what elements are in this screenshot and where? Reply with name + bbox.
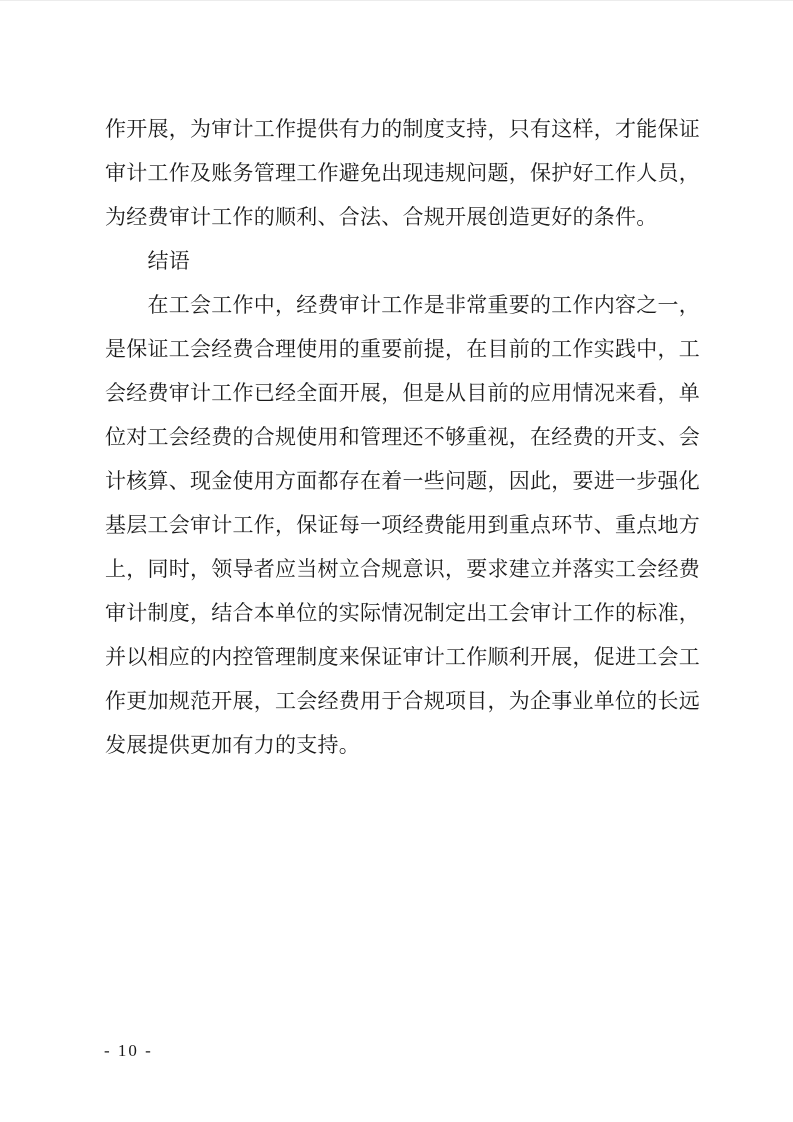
- text-line: 审计工作及账务管理工作避免出现违规问题，保护好工作人员，: [105, 161, 700, 185]
- paragraph-conclusion: [105, 283, 700, 767]
- text-line: 为经费审计工作的顺利、合法、合规开展创造更好的条件。: [105, 205, 658, 229]
- text-line: 并以相应的内控管理制度来保证审计工作顺利开展，促进工会工: [105, 645, 700, 669]
- text-line: 发展提供更加有力的支持。: [105, 733, 360, 757]
- text-line: 作更加规范开展，工会经费用于合规项目，为企事业单位的长远: [105, 689, 700, 713]
- text-line: 基层工会审计工作，保证每一项经费能用到重点环节、重点地方: [105, 513, 700, 537]
- page-number: - 10 -: [104, 1041, 153, 1060]
- text-line: 审计制度，结合本单位的实际情况制定出工会审计工作的标准，: [105, 601, 700, 625]
- text-line: 上，同时，领导者应当树立合规意识，要求建立并落实工会经费: [105, 557, 700, 581]
- text-line: 位对工会经费的合规使用和管理还不够重视，在经费的开支、会: [105, 425, 700, 449]
- paragraph-continuation: [105, 107, 700, 239]
- text-line: 计核算、现金使用方面都存在着一些问题，因此，要进一步强化: [105, 469, 700, 493]
- text-line: 是保证工会经费合理使用的重要前提，在目前的工作实践中，工: [105, 337, 700, 361]
- text-line: 作开展，为审计工作提供有力的制度支持，只有这样，才能保证: [105, 117, 700, 141]
- text-line: 在工会工作中，经费审计工作是非常重要的工作内容之一，: [147, 293, 700, 317]
- heading-line: 结语: [147, 249, 190, 273]
- document-body: [105, 107, 700, 767]
- section-heading: [105, 239, 700, 283]
- text-line: 会经费审计工作已经全面开展，但是从目前的应用情况来看，单: [105, 381, 700, 405]
